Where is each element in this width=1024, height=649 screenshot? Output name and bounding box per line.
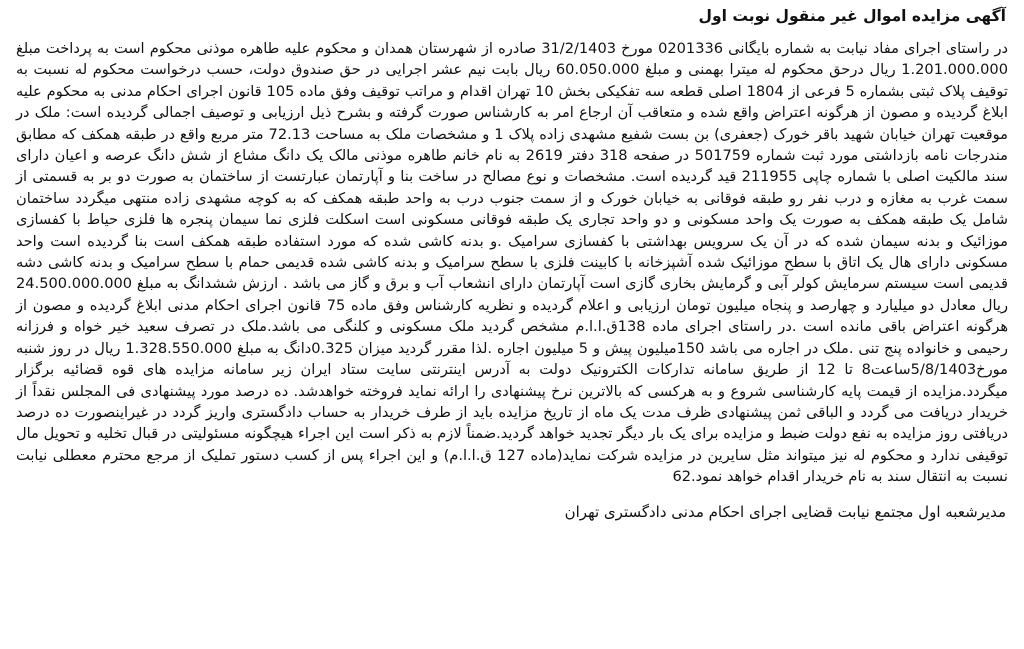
notice-body: در راستای اجرای مفاد نیابت به شماره بایگانی 0201336 مورخ 31/2/1403 صادره از شهرستان همدان و محکوم علیه طاهره موذنی محکوم است به پرداخت مبلغ 1.201.000.000 ریال درحق محکوم له میترا بهمنی و مبلغ 60.050.000 ریال بابت نیم عشر اجرایی در حق صندوق دولت، حسب درخواست محکوم له نسبت به توقیف پلاک ثبتی بشماره 5 فرعی از 1804 اصلی قطعه سه تفکیکی بخش 10 تهران اقدام و مراتب توقیف وفق ماده 105 قانون اجرای احکام مدنی به محکوم علیه ابلاغ گردیده و مصون از هرگونه اعتراض واقع شده و متعاقب آن ارجاع امر به کارشناس صورت گرفته و بشرح ذیل ارزیابی و توصیف اجمالی گردیده است: ملک در موقعیت تهران خیابان شهید باقر خورک (جعفری) بن بست شفیع مشهدی زاده پلاک 1 و مشخصات ملک به مساحت 72.13 متر مربع واقع در طبقه همکف که مطابق مندرجات نامه بازداشتی مورد ثبت شماره 501759 در صفحه 318 دفتر 2619 به نام خانم طاهره موذنی مالک یک دانگ مشاع از شش دانگ عرصه و اعیان دارای سند مالکیت اصلی با شماره چاپی 211955 قید گردیده است. مشخصات و نوع مصالح در ساخت بنا و آپارتمان عبارتست از ساختمان به صورت دو بر به قسمتی از سمت غرب به مغازه و درب نفر رو طبقه فوقانی به خیابان خورک و از سمت جنوب درب به واحد طبقه همکف که به کوچه مشهدی زاده منتهی میگردد ساختمان شامل یک طبقه همکف به صورت یک واحد مسکونی و دو واحد تجاری یک طبقه فوقانی مسکونی است اسکلت فلزی نما سیمان پنجره ها فلزی حیاط با کفسازی موزائیک و بدنه سیمان شده که در آن یک سرویس بهداشتی با کفسازی سرامیک .و بدنه کاشی شده که مورد استفاده طبقه همکف است بنا گردیده است واحد مسکونی دارای هال یک اتاق با سطح موزائیک شده آشپزخانه با کابینت فلزی با سطح سرامیک و بدنه کاشی شده قدیمی حمام با سطح سرامیک و بدنه کاشی دشه قدیمی است سیستم سرمایش کولر آبی و گرمایش بخاری گازی است آپارتمان دارای انشعاب آب و برق و گاز می باشد . ارزش ششدانگ به مبلغ 24.500.000.000 ریال معادل دو میلیارد و چهارصد و پنجاه میلیون تومان ارزیابی و اعلام گردیده و نظریه کارشناس وفق ماده 75 قانون اجرای احکام مدنی ابلاغ گردیده و مصون از هرگونه اعتراض باقی مانده است .در راستای اجرای ماده 138ق.ا.ا.م مشخص گردید ملک مسکونی و کلنگی می باشد.ملک در تصرف سعید خیر خواه و فرزانه رحیمی و خانواده پنج تنی .ملک در اجاره می باشد 150میلیون پیش و 5 میلیون اجاره .لذا مقرر گردید میزان 0.325دانگ به مبلغ 1.328.550.000 ریال در روز شنبه مورخ5/8/1403ساعت8 تا 12 از طریق سامانه تدارکات الکترونیک دولت به آدرس اینترنتی سایت ستاد ایران زیر سامانه مزایده های قوه قضائیه برگزار میگردد.مزایده از قیمت پایه کارشناسی شروع و به هرکسی که بالاترین نرخ پیشنهادی را ارائه نماید فروخته خواهدشد. ده درصد مورد پیشنهادی فی المجلس نقداً از خریدار دریافت می گردد و الباقی ثمن پیشنهادی ظرف مدت یک ماه از تاریخ مزایده باید از طرف خریدار به حساب دادگستری واریز گردد در غیراینصورت ده درصد دریافتی روز مزایده به نفع دولت ضبط و مزایده برای یک بار دیگر تجدید خواهد گردید.ضمناً لازم به ذکر است این اجراء هیچگونه مسئولیتی در قبال تخلیه و تحویل مال توقیفی ندارد و محکوم له نیز میتواند مثل سایرین در مزایده شرکت نماید(ماده 127 ق.ا.ا.م) و این اجراء پس از کسب دستور تملیک از مرجع محترم معطلی نیابت نسبت به انتقال سند به نام خریدار اقدام خواهد نمود.62	[16, 40, 1009, 486]
notice-signature: مدیرشعبه اول مجتمع نیابت قضایی اجرای احکام مدنی دادگستری تهران	[564, 502, 1006, 521]
notice-title: آگهی مزایده اموال غیر منقول نوبت اول	[698, 7, 1006, 25]
